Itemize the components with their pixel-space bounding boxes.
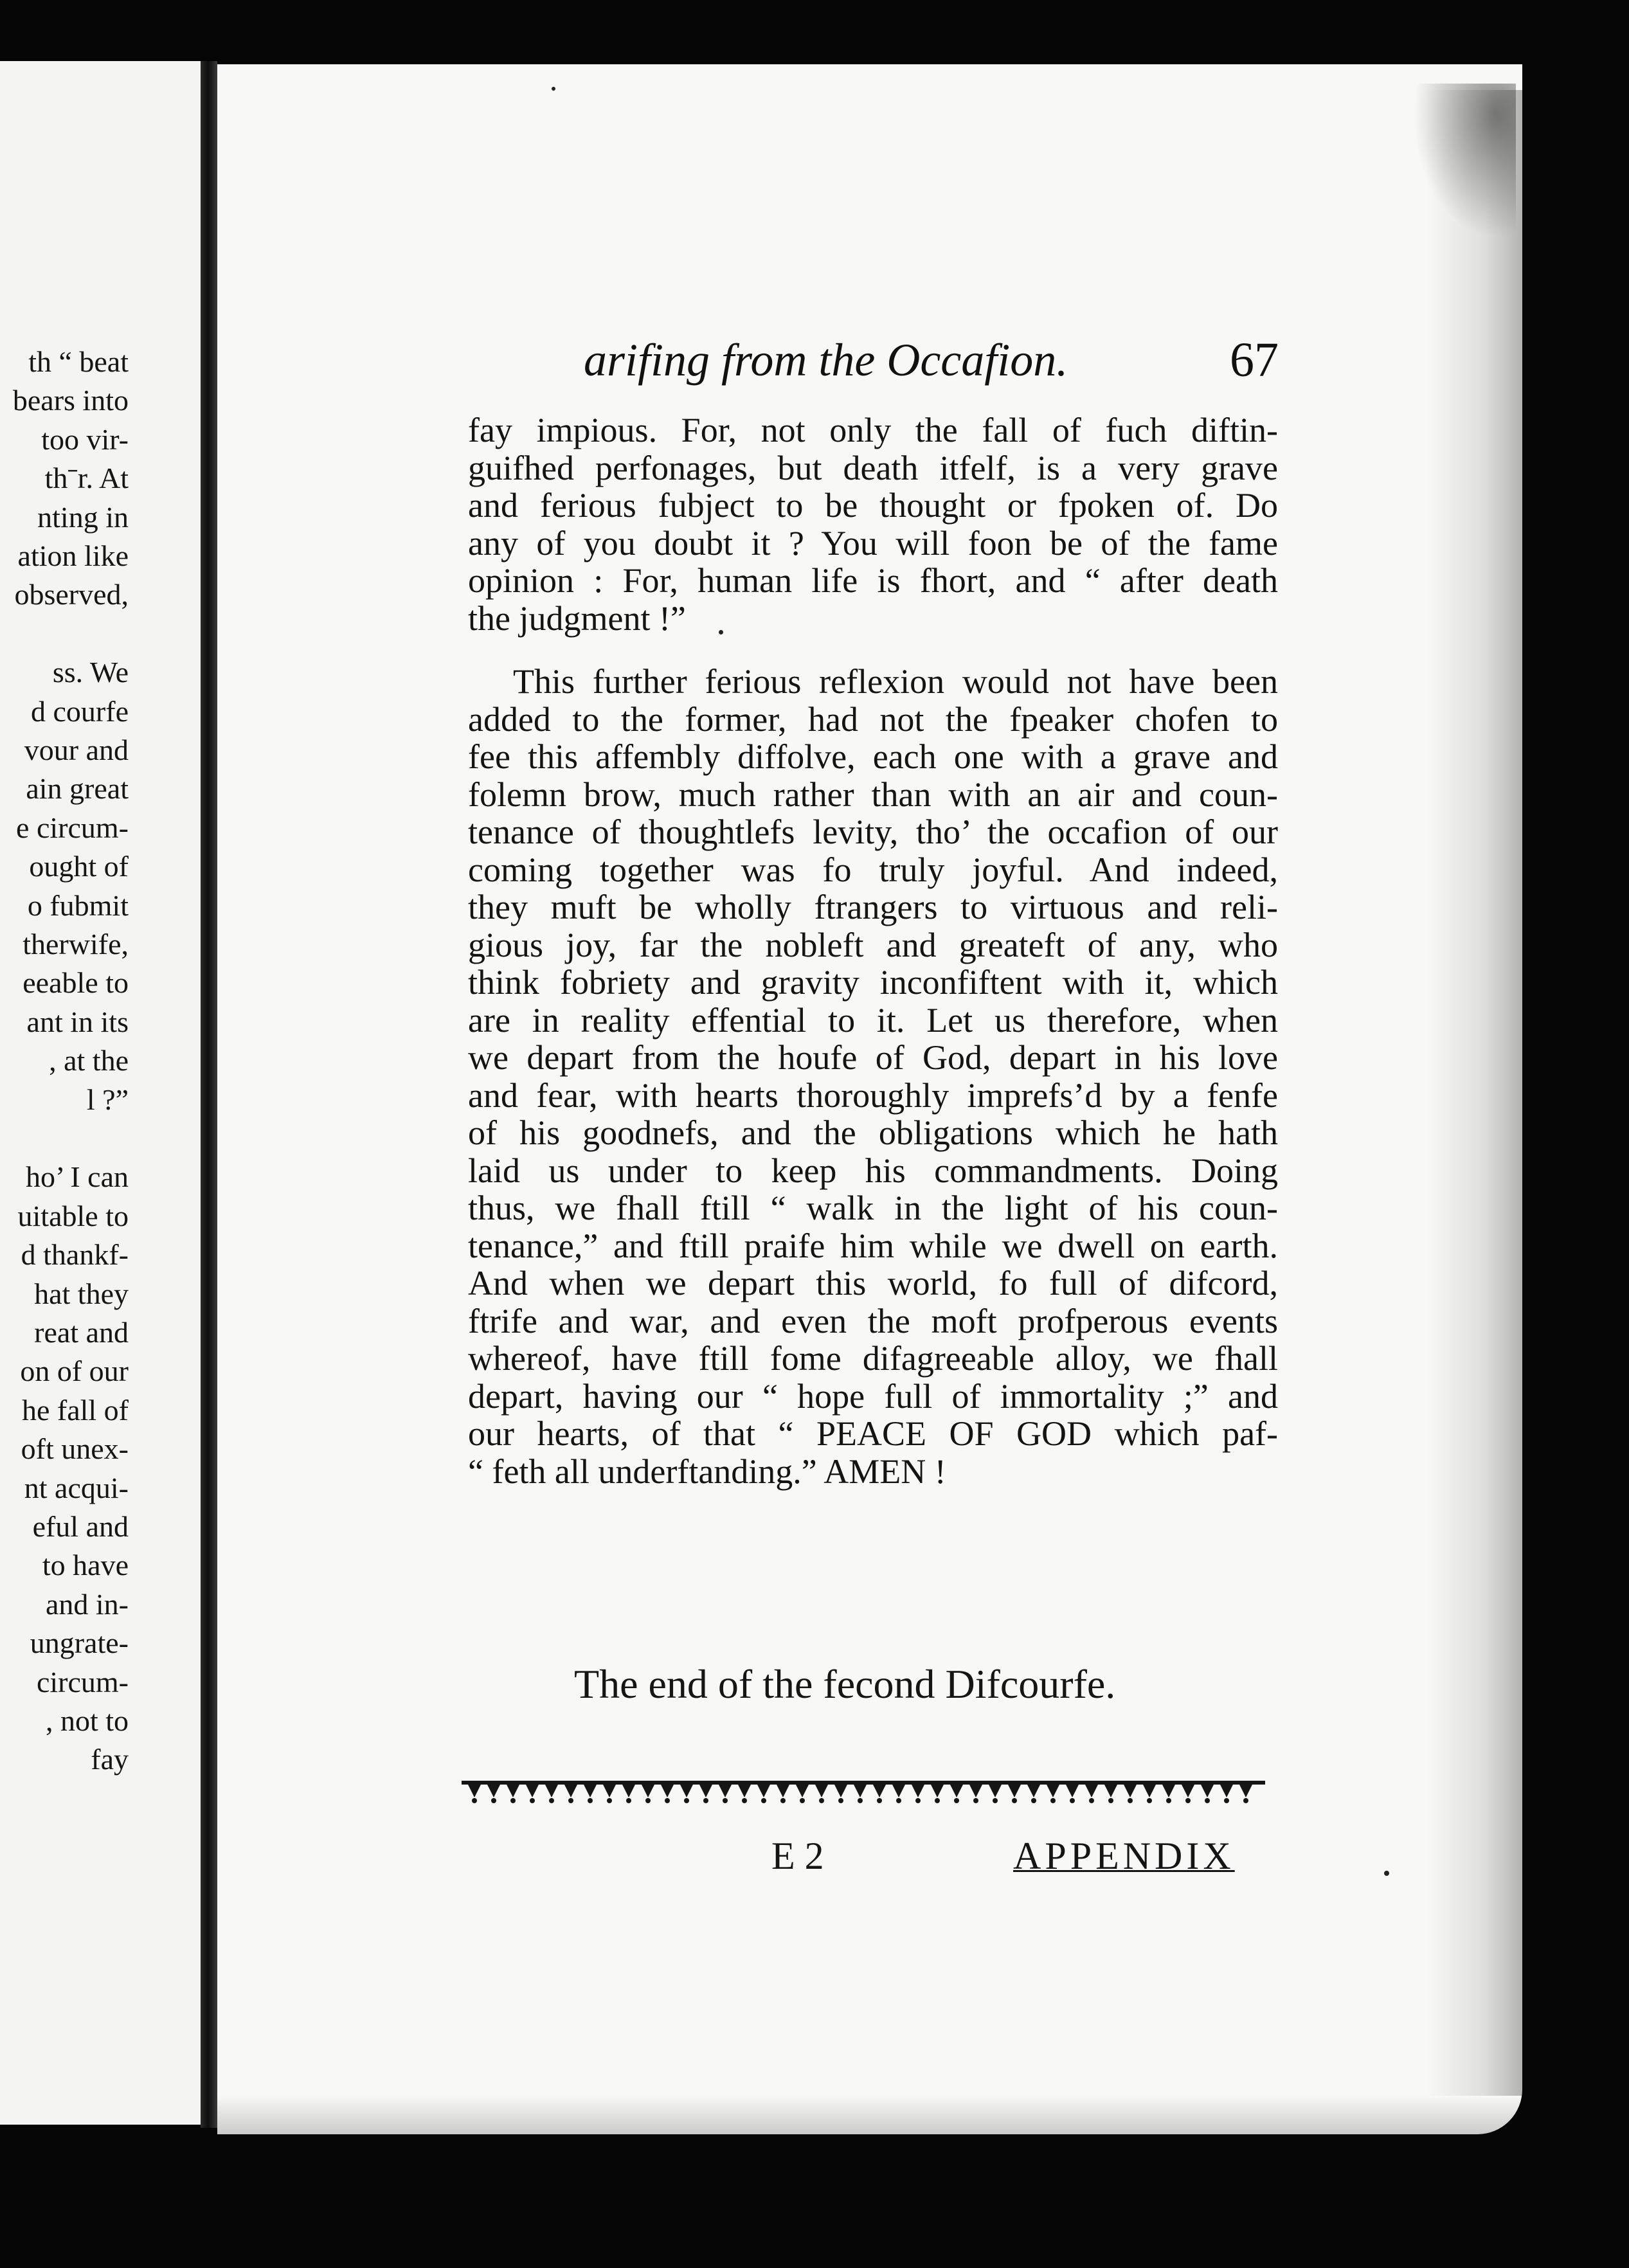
facing-page-line: reat and	[34, 1316, 129, 1349]
facing-page-line: circum-	[36, 1665, 129, 1698]
ornament-dot	[549, 1798, 554, 1803]
facing-page-line: ain great	[26, 772, 129, 806]
ornament-motif	[1220, 1785, 1233, 1797]
facing-page-line: uitable to	[17, 1199, 129, 1232]
facing-page-line: and in-	[45, 1587, 129, 1621]
ornament-motif	[912, 1785, 924, 1797]
ornament-motif	[1239, 1785, 1252, 1797]
signature-mark: E 2	[771, 1835, 824, 1877]
ornament-dot	[626, 1798, 631, 1803]
ornament-dot	[1185, 1798, 1191, 1803]
ornament-dot	[1012, 1798, 1017, 1803]
facing-page-line: eful and	[32, 1510, 129, 1543]
facing-page-line: ss. We	[52, 656, 129, 689]
ornament-dot	[896, 1798, 901, 1803]
ornament-dot	[973, 1798, 978, 1803]
ornament-motif	[584, 1785, 597, 1797]
running-head: arifing from the Occafion.	[584, 334, 1068, 386]
text-line: of his goodnefs, and the obligations which he hath	[468, 1113, 1278, 1152]
ornament-dot	[1147, 1798, 1152, 1803]
ornament-dot	[915, 1798, 921, 1803]
ornament-motif	[1162, 1785, 1175, 1797]
text-line: depart, having our “ hope full of immortality ;” and	[468, 1376, 1278, 1416]
ornament-motif	[834, 1785, 847, 1797]
ornament-motif	[1201, 1785, 1214, 1797]
facing-page-line: thˉr. At	[44, 462, 129, 495]
ornament-motif	[1047, 1785, 1059, 1797]
facing-page-line: eeable to	[22, 966, 129, 1000]
ornament-motif	[564, 1785, 577, 1797]
text-line: folemn brow, much rather than with an air and coun-	[468, 775, 1278, 814]
ornament-motif	[1027, 1785, 1040, 1797]
ornament-motif	[680, 1785, 693, 1797]
facing-page-line: vour and	[24, 734, 129, 766]
ornament-dot	[588, 1798, 593, 1803]
ornament-motif	[1066, 1785, 1079, 1797]
ornament-dot	[877, 1798, 882, 1803]
ornament-dot	[742, 1798, 747, 1803]
facing-page-line: fay	[91, 1743, 129, 1776]
facing-page-line: observed,	[14, 578, 129, 611]
facing-page-line: l ?”	[86, 1083, 129, 1116]
ornament-dot	[954, 1798, 959, 1803]
ornament-dot	[1166, 1798, 1171, 1803]
ornament-dot	[530, 1798, 535, 1803]
ornament-motif	[1182, 1785, 1194, 1797]
ornament-dot	[1070, 1798, 1075, 1803]
text-line: opinion : For, human life is fhort, and “ after death	[468, 561, 1278, 600]
ornament-motif	[622, 1785, 635, 1797]
body-text	[468, 411, 1278, 1490]
ornament-motif	[738, 1785, 751, 1797]
ornament-dot	[819, 1798, 824, 1803]
ornament-dot	[684, 1798, 689, 1803]
ornament-motif	[950, 1785, 963, 1797]
paragraph-1	[468, 411, 1278, 637]
ornament-dot	[1031, 1798, 1036, 1803]
facing-page-line: o fubmit	[27, 888, 129, 922]
facing-page-line: e circum-	[16, 811, 129, 844]
text-line: laid us under to keep his commandments. Doing	[468, 1151, 1278, 1190]
facing-page-line: ho’ I can	[25, 1160, 129, 1194]
facing-page-line: therwife,	[22, 928, 129, 960]
ornament-dot	[665, 1798, 670, 1803]
text-line: think fobriety and gravity inconfiftent with it, which	[468, 963, 1278, 1002]
ornament-dot	[838, 1798, 843, 1803]
ornament-motif	[468, 1785, 481, 1797]
ornament-motif	[545, 1785, 558, 1797]
text-line: tenance of thoughtlefs levity, tho’ the occafion of our	[468, 813, 1278, 851]
facing-page-line: ant in its	[26, 1005, 129, 1038]
text-line: our hearts, of that “ PEACE OF GOD which paf-	[468, 1414, 1278, 1453]
ornament-dot	[1089, 1798, 1094, 1803]
ornament-motif	[1104, 1785, 1117, 1797]
text-line: coming together was fo truly joyful. And indeed,	[468, 850, 1278, 889]
paper-speck	[719, 630, 723, 634]
ornament-dot	[568, 1798, 573, 1803]
text-line: we depart from the houfe of God, depart in his love	[468, 1038, 1278, 1077]
text-line: fay impious. For, not only the fall of fuch diftin-	[468, 411, 1278, 449]
ornament-dot	[510, 1798, 516, 1803]
ornament-motif	[815, 1785, 828, 1797]
page-number: 67	[1230, 333, 1279, 387]
printers-ornament-rule	[462, 1776, 1265, 1804]
ornament-motif	[1085, 1785, 1098, 1797]
text-line: they muft be wholly ftrangers to virtuous and reli-	[468, 888, 1278, 926]
ornament-dot	[607, 1798, 612, 1803]
ornament-motif	[892, 1785, 905, 1797]
facing-page-line: oft unex-	[21, 1432, 129, 1466]
facing-page-line: , not to	[45, 1704, 129, 1737]
text-line: This further ferious reflexion would not have been	[513, 662, 1278, 701]
ornament-motif	[661, 1785, 674, 1797]
page-corner-wear	[1413, 84, 1516, 238]
facing-page-line: ungrate-	[30, 1626, 129, 1660]
paragraph-gap	[468, 637, 1278, 663]
facing-page-line: th “ beat	[28, 345, 129, 378]
text-line: ftrife and war, and even the moft profperous events	[468, 1301, 1278, 1340]
text-line: and fear, with hearts thoroughly imprefs’d by a fenfe	[468, 1076, 1278, 1115]
ornament-motif	[1124, 1785, 1137, 1797]
discourse-end-line: The end of the fecond Difcourfe.	[574, 1661, 1116, 1707]
facing-page-line: d thankf-	[21, 1238, 129, 1272]
ornament-dot	[1243, 1798, 1248, 1803]
paper-speck	[552, 87, 555, 91]
facing-page-line: , at the	[49, 1044, 129, 1077]
ornament-dot	[1050, 1798, 1056, 1803]
paper-speck	[1384, 1871, 1389, 1876]
ornament-motif	[796, 1785, 809, 1797]
text-line: are in reality effential to it. Let us therefore, when	[468, 1000, 1278, 1040]
ornament-dot	[472, 1798, 477, 1803]
text-line: whereof, have ftill fome difagreeable alloy, we fhall	[468, 1339, 1278, 1378]
ornament-motif	[1008, 1785, 1021, 1797]
ornament-dot	[800, 1798, 805, 1803]
text-line: fee this affembly diffolve, each one with a grave and	[468, 737, 1278, 776]
ornament-dot	[723, 1798, 728, 1803]
facing-page-line: ought of	[29, 850, 129, 883]
facing-page-line: bears into	[12, 384, 129, 417]
text-line: the judgment !”	[468, 598, 686, 638]
facing-page-line: hat they	[34, 1277, 129, 1310]
facing-page-line: too vir-	[41, 422, 129, 456]
catchword: APPENDIX	[1013, 1835, 1235, 1877]
ornament-dot	[1205, 1798, 1210, 1803]
facing-page-line: he fall of	[21, 1393, 129, 1426]
ornament-motif	[989, 1785, 1002, 1797]
ornament-dot	[935, 1798, 940, 1803]
ornament-motif	[507, 1785, 519, 1797]
text-line: any of you doubt it ? You will foon be of the fame	[468, 523, 1278, 562]
ornament-motif	[719, 1785, 732, 1797]
facing-page-line: nting in	[37, 500, 129, 534]
ornament-dot	[780, 1798, 786, 1803]
ornament-motif	[931, 1785, 944, 1797]
text-line: tenance,” and ftill praife him while we dwell on earth.	[468, 1226, 1278, 1265]
ornament-motif	[526, 1785, 539, 1797]
ornament-motif	[603, 1785, 616, 1797]
text-line: gious joy, far the nobleft and greateft of any, who	[468, 925, 1278, 964]
ornament-dot	[703, 1798, 708, 1803]
ornament-motif	[757, 1785, 770, 1797]
ornament-dot	[993, 1798, 998, 1803]
ornament-motif	[969, 1785, 982, 1797]
text-line: thus, we fhall ftill “ walk in the light of his coun-	[468, 1189, 1278, 1227]
book-gutter	[201, 61, 217, 2128]
ornament-motif	[487, 1785, 500, 1797]
facing-page-line: ation like	[17, 539, 129, 572]
ornament-motif	[873, 1785, 886, 1797]
ornament-dot	[491, 1798, 496, 1803]
facing-page-line: nt acqui-	[24, 1471, 129, 1504]
page-bottom-shadow	[217, 2096, 1522, 2134]
facing-page-left	[0, 61, 201, 2125]
facing-page-line: to have	[42, 1549, 129, 1582]
facing-page-line: d courfe	[31, 694, 129, 728]
text-line: And when we depart this world, fo full of difcord,	[468, 1264, 1278, 1302]
text-line: guifhed perfonages, but death itfelf, is a very grave	[468, 448, 1278, 487]
page-right	[217, 64, 1522, 2134]
paragraph-2	[468, 663, 1278, 1490]
text-line: and ferious fubject to be thought or fpoken of. Do	[468, 486, 1278, 525]
ornament-dot	[1108, 1798, 1113, 1803]
facing-page-line: on of our	[20, 1354, 129, 1388]
text-line: added to the former, had not the fpeaker chofen to	[468, 699, 1278, 739]
page-edge-shadow	[1426, 90, 1522, 2096]
ornament-motif	[854, 1785, 867, 1797]
ornament-motif	[1143, 1785, 1156, 1797]
ornament-dot	[858, 1798, 863, 1803]
ornament-motif	[699, 1785, 712, 1797]
ornament-motif	[642, 1785, 654, 1797]
ornament-dot	[761, 1798, 766, 1803]
ornament-dot	[1128, 1798, 1133, 1803]
text-line: “ feth all underftanding.” AMEN !	[468, 1452, 946, 1491]
ornament-motif	[777, 1785, 789, 1797]
ornament-dot	[1224, 1798, 1229, 1803]
ornament-dot	[645, 1798, 651, 1803]
